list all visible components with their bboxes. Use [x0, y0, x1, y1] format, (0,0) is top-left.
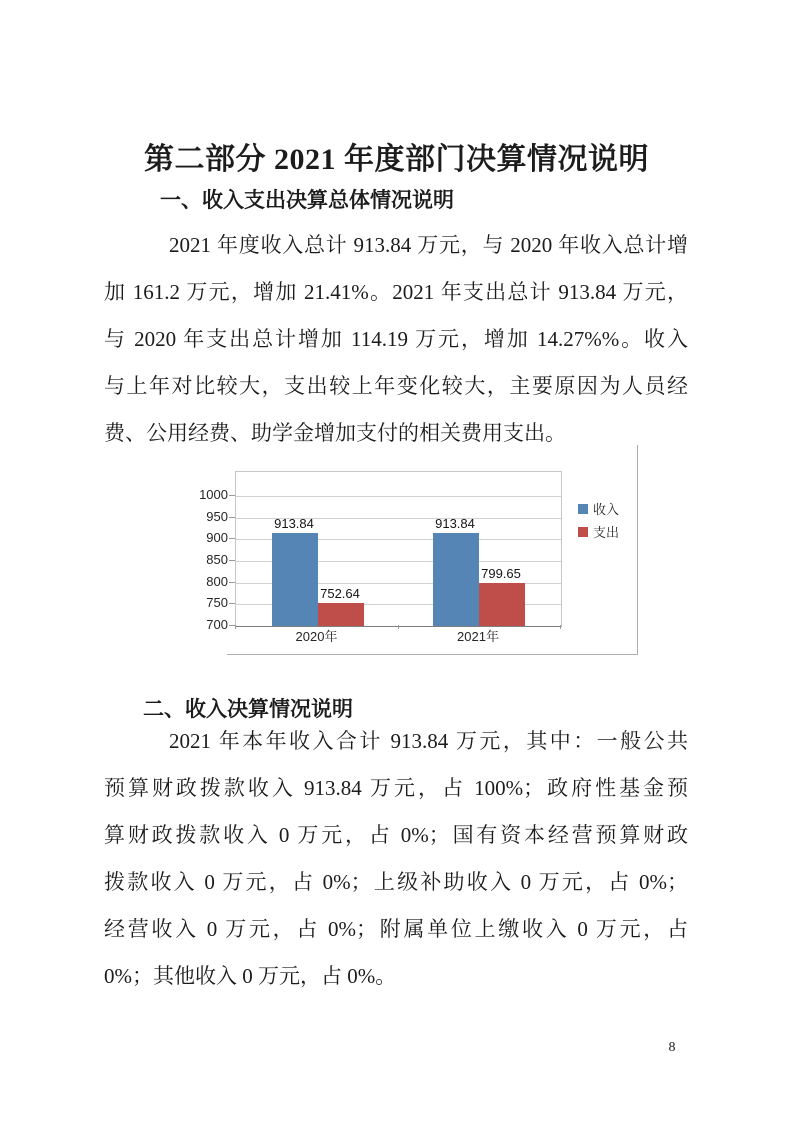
legend-swatch-expense [578, 527, 588, 537]
y-axis-tick-label: 700 [206, 617, 228, 632]
bar-expense-2021 [479, 583, 525, 626]
bar-chart [175, 445, 638, 655]
x-axis-category-label: 2021年 [457, 629, 499, 644]
paragraph-line: 预算财政拨款收入 913.84 万元，占 100%；政府性基金预 [104, 776, 688, 800]
paragraph-line: 费、公用经费、助学金增加支付的相关费用支出。 [104, 421, 566, 445]
paragraph-line: 加 161.2 万元，增加 21.41%。2021 年支出总计 913.84 万元， [104, 280, 688, 304]
paragraph-line: 与 2020 年支出总计增加 114.19 万元，增加 14.27%%。收入 [104, 327, 688, 351]
y-axis-tick-label: 900 [206, 530, 228, 545]
legend-label-expense: 支出 [593, 525, 620, 540]
x-axis-tick-mark [398, 625, 399, 629]
section2-paragraph [104, 718, 688, 1000]
x-axis-category-label: 2020年 [295, 629, 338, 644]
data-label: 913.84 [274, 516, 314, 531]
page-number: 8 [668, 1040, 676, 1055]
page-title: 第二部分 2021 年度部门决算情况说明 [144, 143, 649, 176]
data-label: 752.64 [320, 586, 360, 601]
paragraph-line: 0%；其他收入 0 万元，占 0%。 [104, 964, 397, 988]
data-label: 913.84 [435, 516, 475, 531]
y-axis-tick-label: 750 [206, 595, 228, 610]
paragraph-line: 2021 年本年收入合计 913.84 万元，其中：一般公共 [169, 729, 688, 753]
section1-heading: 一、收入支出决算总体情况说明 [160, 188, 454, 212]
legend-swatch-income [578, 504, 588, 514]
y-axis-tick-mark [229, 603, 235, 604]
paragraph-line: 经营收入 0 万元，占 0%；附属单位上缴收入 0 万元，占 [104, 917, 688, 941]
paragraph-line: 与上年对比较大，支出较上年变化较大，主要原因为人员经 [104, 374, 688, 398]
y-axis-tick-label: 1000 [199, 487, 228, 502]
data-label: 799.65 [481, 566, 521, 581]
paragraph-line: 2021 年度收入总计 913.84 万元，与 2020 年收入总计增 [169, 233, 688, 257]
bar-income-2020 [272, 533, 318, 626]
bar-expense-2020 [318, 603, 364, 626]
y-axis-tick-mark [229, 538, 235, 539]
x-axis-tick-mark [235, 625, 236, 629]
y-axis-tick-mark [229, 582, 235, 583]
chart-plot-area [235, 471, 562, 627]
y-axis-tick-mark [229, 517, 235, 518]
legend-label-income: 收入 [593, 502, 620, 517]
paragraph-line: 拨款收入 0 万元，占 0%；上级补助收入 0 万元，占 0%； [104, 870, 688, 894]
x-axis-tick-mark [560, 625, 561, 629]
paragraph-line: 算财政拨款收入 0 万元，占 0%；国有资本经营预算财政 [104, 823, 688, 847]
y-axis-tick-mark [229, 560, 235, 561]
y-axis-tick-mark [229, 495, 235, 496]
y-gridline [236, 496, 561, 497]
y-axis-tick-label: 850 [206, 552, 228, 567]
y-axis-tick-label: 800 [206, 574, 228, 589]
section1-paragraph [104, 222, 688, 457]
y-axis-tick-label: 950 [206, 509, 228, 524]
section2-heading: 二、收入决算情况说明 [143, 698, 353, 721]
